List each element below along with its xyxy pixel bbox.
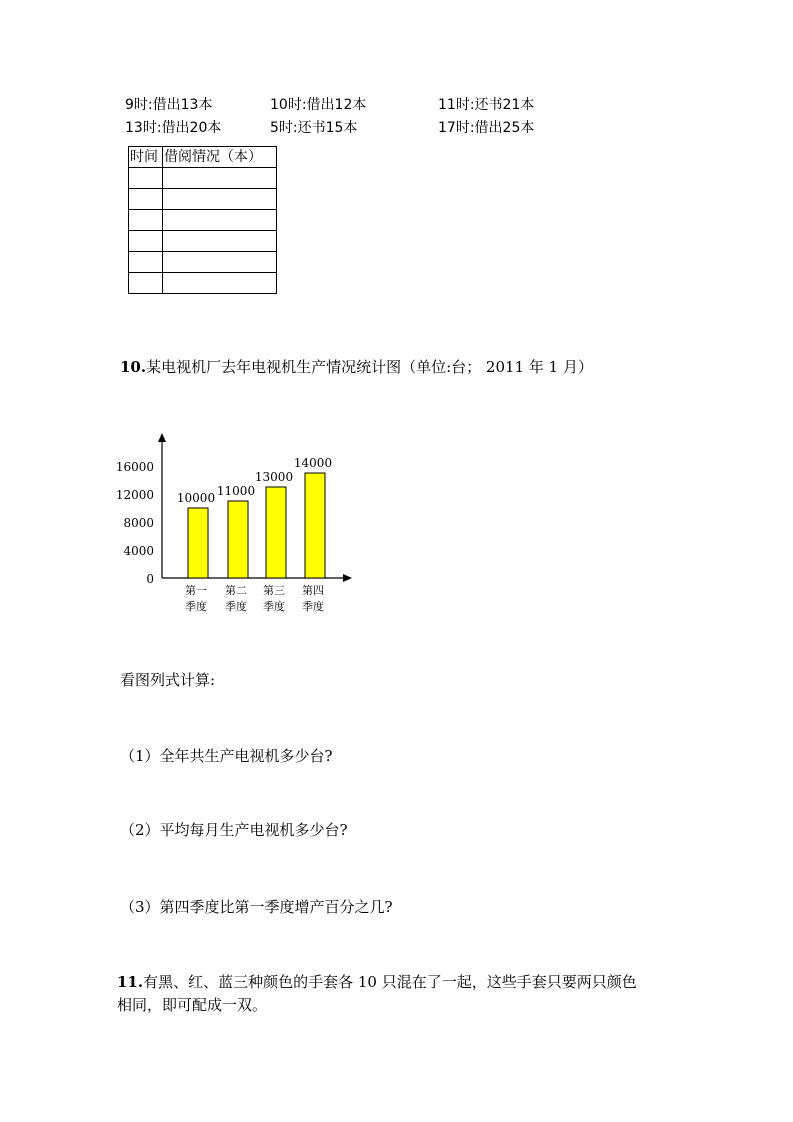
x-axis-arrow [343,574,352,582]
y-tick-label: 4000 [123,544,154,558]
record-5h: 5时:还书15本 [270,120,358,136]
x-tick-label: 第一 [185,584,207,597]
x-tick-label: 第二 [225,584,247,597]
bar [188,508,208,578]
record-10h: 10时:借出12本 [270,97,367,113]
bar [228,501,248,578]
x-tick-label: 第三 [263,584,285,597]
record-9h: 9时:借出13本 [125,97,213,113]
data-label: 10000 [176,491,216,505]
header-time: 时间 [129,147,163,168]
instruction: 看图列式计算: [120,671,216,689]
data-label: 13000 [254,470,294,484]
x-tick-label: 季度 [302,600,324,613]
q11-number: 11. [117,973,144,991]
y-tick-label: 8000 [123,516,154,530]
q10-number: 10. [120,358,147,376]
y-tick-label: 0 [146,572,154,586]
y-tick-label: 12000 [115,488,154,502]
q11-text-1: 有黑、红、蓝三种颜色的手套各 10 只混在了一起，这些手套只要两只颜色 [143,973,637,991]
x-tick-label: 季度 [225,600,247,613]
header-borrow: 借阅情况（本） [163,147,277,168]
x-tick-label: 季度 [185,600,207,613]
sub-question-2: （2）平均每月生产电视机多少台? [120,821,348,839]
data-label: 11000 [216,484,256,498]
x-tick-label: 第四 [302,584,324,597]
record-13h: 13时:借出20本 [125,120,222,136]
bar [266,487,286,578]
y-axis-arrow [158,433,166,442]
sub-question-1: （1）全年共生产电视机多少台? [120,747,333,765]
y-tick-label: 16000 [115,460,154,474]
q11-line2: 相同，即可配成一双。 [117,996,268,1014]
x-tick-label: 季度 [263,600,285,613]
q10-title: 某电视机厂去年电视机生产情况统计图（单位:台； 2011 年 1 月） [146,358,593,376]
sub-question-3: （3）第四季度比第一季度增产百分之几? [120,898,393,916]
bar [305,473,325,578]
q11-line1 [117,971,637,993]
data-label: 14000 [293,456,333,470]
record-17h: 17时:借出25本 [438,120,535,136]
record-11h: 11时:还书21本 [438,97,535,113]
